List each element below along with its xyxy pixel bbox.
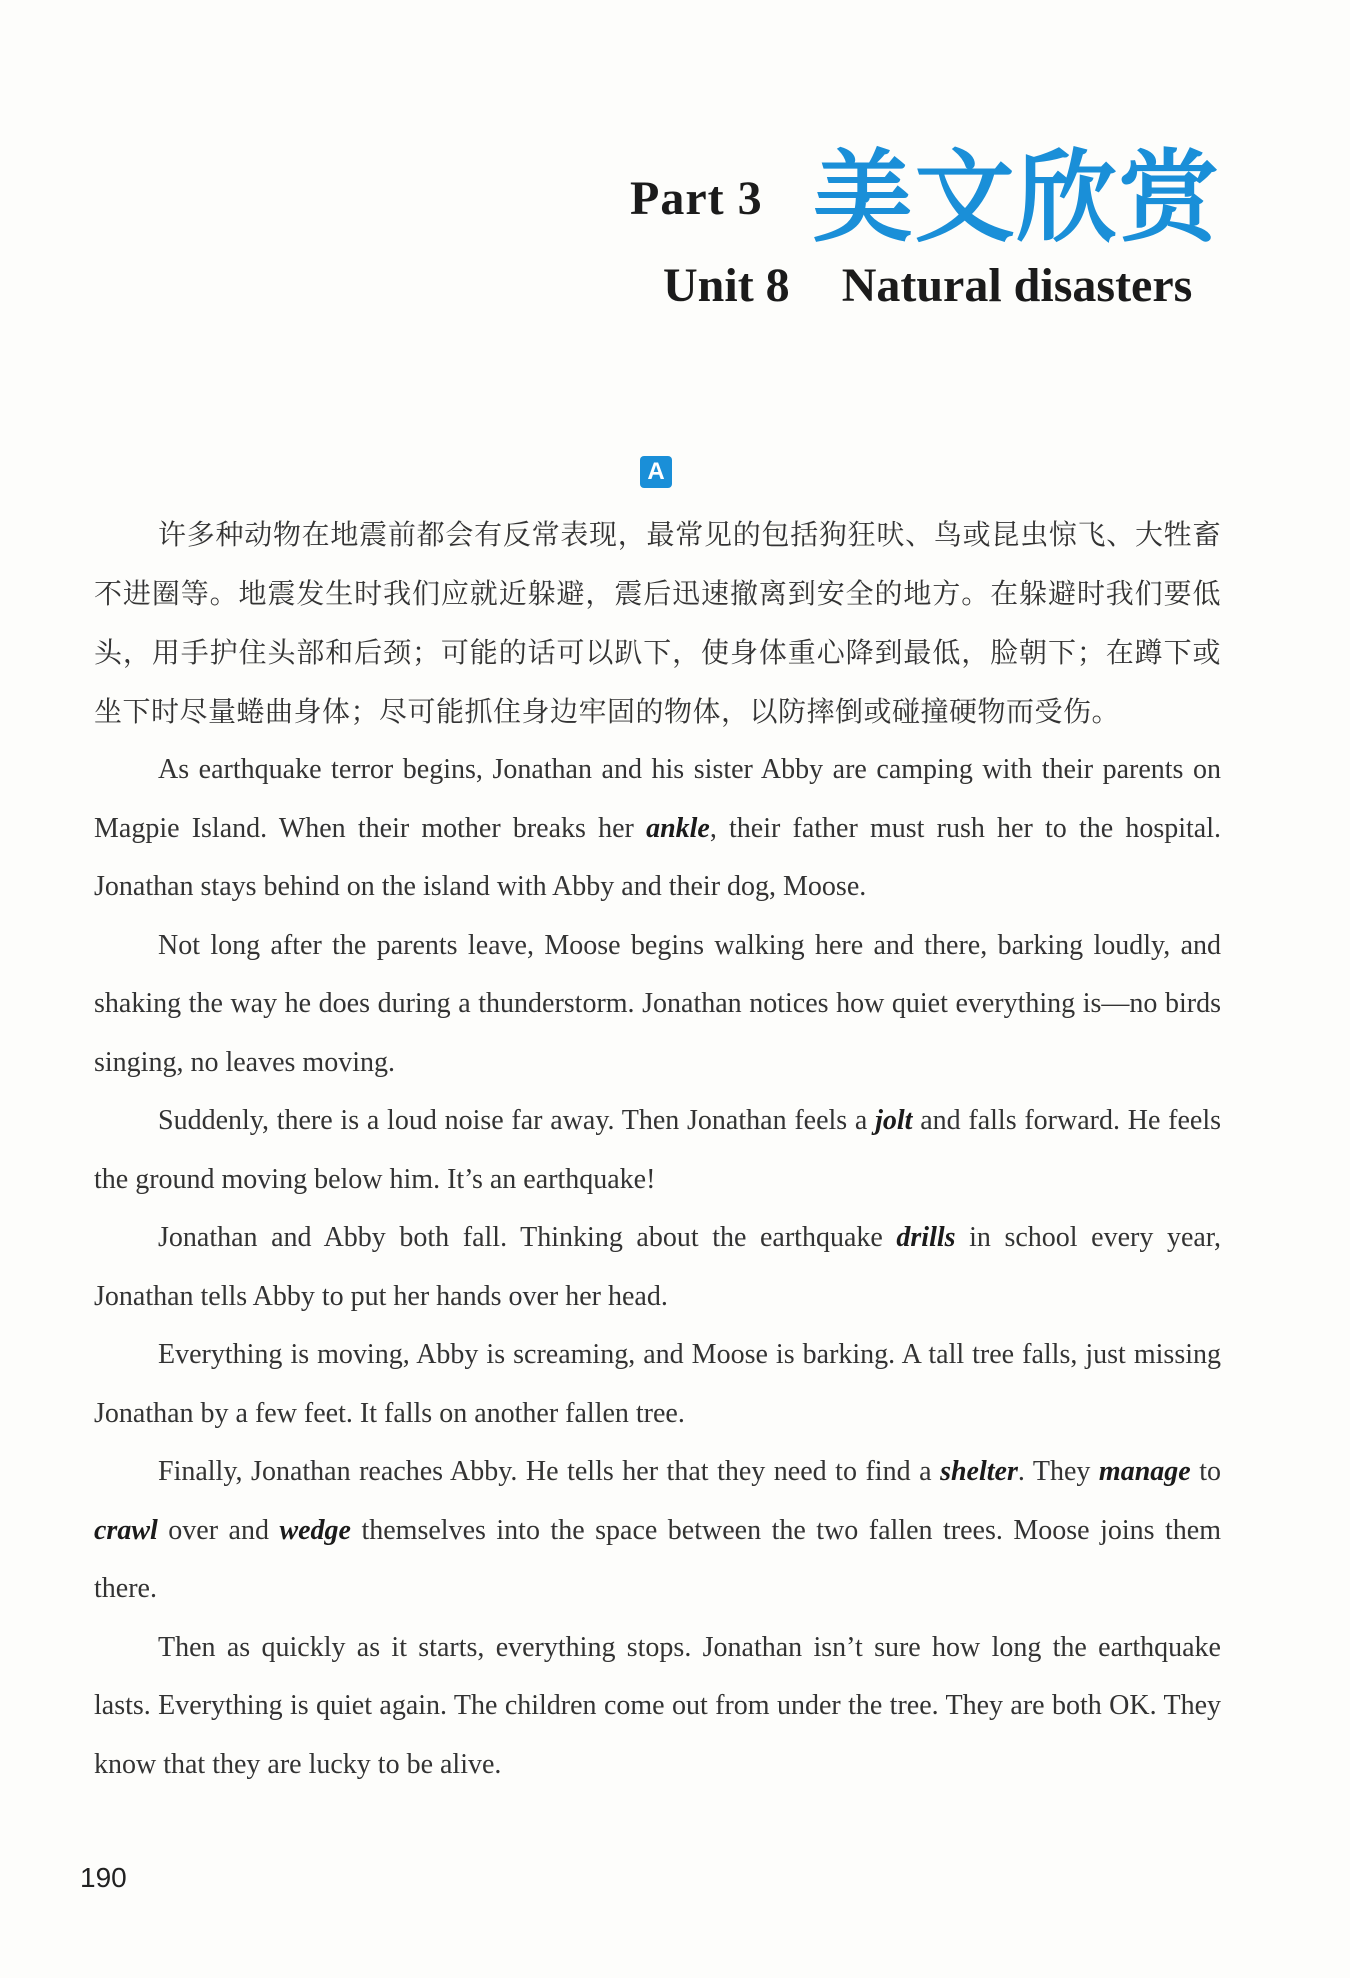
keyword-jolt: jolt [875,1105,913,1136]
paragraph-3 [94,1092,1221,1209]
paragraph-3-text-a: Suddenly, there is a loud noise far away. Then Jonathan feels a [158,1105,876,1136]
paragraph-3-text-b: and falls forward. He feels the ground moving below him. It’s an earthquake! [94,1105,1221,1195]
paragraph-4-text-b: in school every year, Jonathan tells Abby to put her hands over her head. [94,1222,1221,1312]
unit-name: Natural disasters [841,259,1193,312]
part-header [630,139,1221,256]
keyword-manage: manage [1098,1456,1191,1487]
paragraph-6 [94,1443,1221,1619]
paragraph-6-text-b: . They [1017,1456,1099,1487]
intro-chinese-paragraph: 许多种动物在地震前都会有反常表现，最常见的包括狗狂吠、鸟或昆虫惊飞、大牲畜不进圈等。地震发生时我们应就近躲避，震后迅速撤离到安全的地方。在躲避时我们要低头，用手护住头部和后颈；可能的话可以趴下，使身体重心降到最低，脸朝下；在蹲下或坐下时尽量蜷曲身体；尽可能抓住身边牢固的物体，以防摔倒或碰撞硬物而受伤。 [94,518,1221,728]
unit-heading [663,258,1192,313]
keyword-shelter: shelter [940,1456,1018,1487]
keyword-drills: drills [896,1222,956,1253]
paragraph-6-text-c: to [1190,1456,1222,1487]
paragraph-1 [94,741,1221,917]
paragraph-4-text-a: Jonathan and Abby both fall. Thinking about the earthquake [158,1222,897,1253]
keyword-wedge: wedge [279,1514,351,1546]
paragraph-2: Not long after the parents leave, Moose begins walking here and there, barking loudly, and shaking the way he does during a thunderstorm. Jonathan notices how quiet everything is—no birds singing, no leaves moving. [94,929,1221,1078]
unit-label: Unit 8 [663,259,790,312]
page-number: 190 [80,1862,127,1893]
section-badge: A [640,456,672,488]
paragraph-6-text-d: over and [157,1514,280,1546]
paragraph-5: Everything is moving, Abby is screaming, and Moose is barking. A tall tree falls, just missing Jonathan by a few feet. It falls on another fallen tree. [94,1339,1221,1429]
paragraph-1-text-a: As earthquake terror begins, Jonathan and his sister Abby are camping with their parents on Magpie Island. When their mother breaks her [94,754,1221,844]
paragraph-1-text-b: , their father must rush her to the hospital. Jonathan stays behind on the island with Abby and their dog, Moose. [94,812,1221,902]
part-label: Part 3 [630,171,763,225]
paragraph-6-text-e: themselves into the space between the two fallen trees. Moose joins them there. [94,1514,1222,1604]
paragraph-7: Then as quickly as it starts, everything stops. Jonathan isn’t sure how long the earthquake lasts. Everything is quiet again. The children come out from under the tree. They are both OK. They know that they are lucky to be alive. [94,1631,1221,1780]
paragraph-4 [94,1209,1221,1326]
part-title: 美文欣赏 [812,139,1221,256]
keyword-crawl: crawl [94,1514,158,1546]
article-body [94,505,1221,1794]
paragraph-6-text-a: Finally, Jonathan reaches Abby. He tells her that they need to find a [158,1456,941,1487]
keyword-ankle: ankle [646,812,710,844]
